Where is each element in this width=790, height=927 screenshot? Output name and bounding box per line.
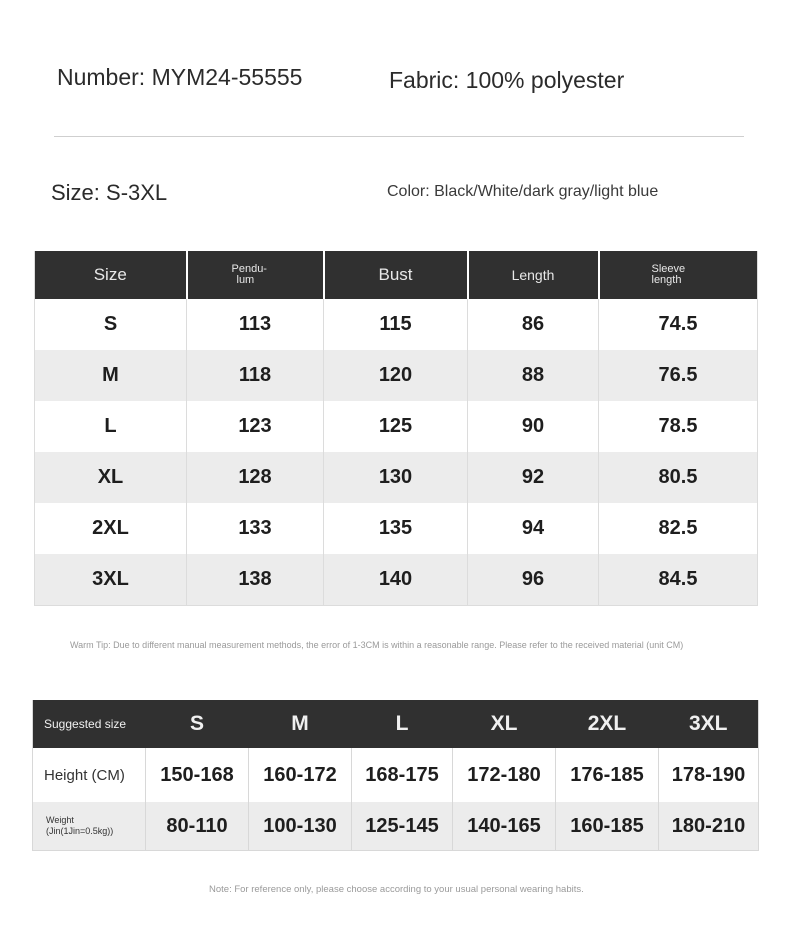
height-cell: 168-175	[352, 748, 453, 802]
cell-length: 88	[468, 350, 599, 401]
suggested-size-m: M	[249, 700, 352, 748]
suggested-size-3xl: 3XL	[659, 700, 759, 748]
header-bust: Bust	[324, 251, 468, 299]
cell-sleeve: 78.5	[599, 401, 758, 452]
cell-bust: 140	[324, 554, 468, 606]
reference-note: Note: For reference only, please choose according to your usual personal wearing habits.	[209, 884, 584, 895]
product-number: Number: MYM24-55555	[57, 64, 303, 90]
cell-pendulum: 133	[187, 503, 324, 554]
header-sleeve-length	[599, 251, 758, 299]
cell-pendulum: 123	[187, 401, 324, 452]
weight-cell: 180-210	[659, 802, 759, 851]
warm-tip: Warm Tip: Due to different manual measurement methods, the error of 1-3CM is within a reasonable range. Please refer to the received material (unit CM)	[70, 640, 684, 650]
divider	[54, 136, 744, 137]
cell-size: L	[35, 401, 187, 452]
cell-bust: 125	[324, 401, 468, 452]
cell-sleeve: 80.5	[599, 452, 758, 503]
table-row	[35, 452, 758, 503]
cell-bust: 115	[324, 299, 468, 350]
size-range: Size: S-3XL	[51, 180, 168, 205]
suggested-header-row	[33, 700, 759, 748]
cell-pendulum: 113	[187, 299, 324, 350]
cell-size: 3XL	[35, 554, 187, 606]
table-row	[35, 350, 758, 401]
suggested-size-2xl: 2XL	[556, 700, 659, 748]
height-cell: 150-168	[146, 748, 249, 802]
cell-sleeve: 84.5	[599, 554, 758, 606]
weight-cell: 100-130	[249, 802, 352, 851]
table-row	[35, 554, 758, 606]
size-chart-table	[34, 251, 758, 606]
cell-size: XL	[35, 452, 187, 503]
weight-label-line2: (Jin(1Jin=0.5kg))	[46, 826, 114, 836]
cell-bust: 130	[324, 452, 468, 503]
cell-length: 96	[468, 554, 599, 606]
cell-size: 2XL	[35, 503, 187, 554]
cell-length: 90	[468, 401, 599, 452]
height-label: Height (CM)	[33, 748, 146, 802]
header-pendulum	[187, 251, 324, 299]
size-chart-header-row	[35, 251, 758, 299]
height-cell: 160-172	[249, 748, 352, 802]
header-sleeve-line1: Sleeve	[651, 263, 686, 275]
weight-cell: 160-185	[556, 802, 659, 851]
table-row	[35, 401, 758, 452]
cell-sleeve: 82.5	[599, 503, 758, 554]
cell-sleeve: 74.5	[599, 299, 758, 350]
cell-pendulum: 138	[187, 554, 324, 606]
cell-length: 92	[468, 452, 599, 503]
weight-row	[33, 802, 759, 851]
header-sleeve-line2: length	[651, 274, 682, 286]
table-row	[35, 503, 758, 554]
header-length: Length	[468, 251, 599, 299]
cell-bust: 120	[324, 350, 468, 401]
cell-bust: 135	[324, 503, 468, 554]
cell-length: 94	[468, 503, 599, 554]
height-row	[33, 748, 759, 802]
cell-size: S	[35, 299, 187, 350]
weight-label-line1: Weight	[46, 815, 74, 825]
height-cell: 172-180	[453, 748, 556, 802]
height-cell: 176-185	[556, 748, 659, 802]
cell-size: M	[35, 350, 187, 401]
cell-pendulum: 128	[187, 452, 324, 503]
header-pendulum-line2: lum	[236, 274, 255, 286]
cell-length: 86	[468, 299, 599, 350]
weight-cell: 140-165	[453, 802, 556, 851]
header-pendulum-line1: Pendu-	[231, 263, 267, 275]
table-row	[35, 299, 758, 350]
suggested-size-xl: XL	[453, 700, 556, 748]
cell-pendulum: 118	[187, 350, 324, 401]
suggested-size-l: L	[352, 700, 453, 748]
suggested-size-s: S	[146, 700, 249, 748]
weight-cell: 125-145	[352, 802, 453, 851]
color-options: Color: Black/White/dark gray/light blue	[387, 183, 659, 200]
height-cell: 178-190	[659, 748, 759, 802]
cell-sleeve: 76.5	[599, 350, 758, 401]
suggested-size-table	[32, 700, 759, 851]
fabric-info: Fabric: 100% polyester	[389, 67, 625, 93]
header-size: Size	[35, 251, 187, 299]
weight-label	[33, 802, 146, 851]
weight-cell: 80-110	[146, 802, 249, 851]
suggested-size-label: Suggested size	[33, 700, 146, 748]
